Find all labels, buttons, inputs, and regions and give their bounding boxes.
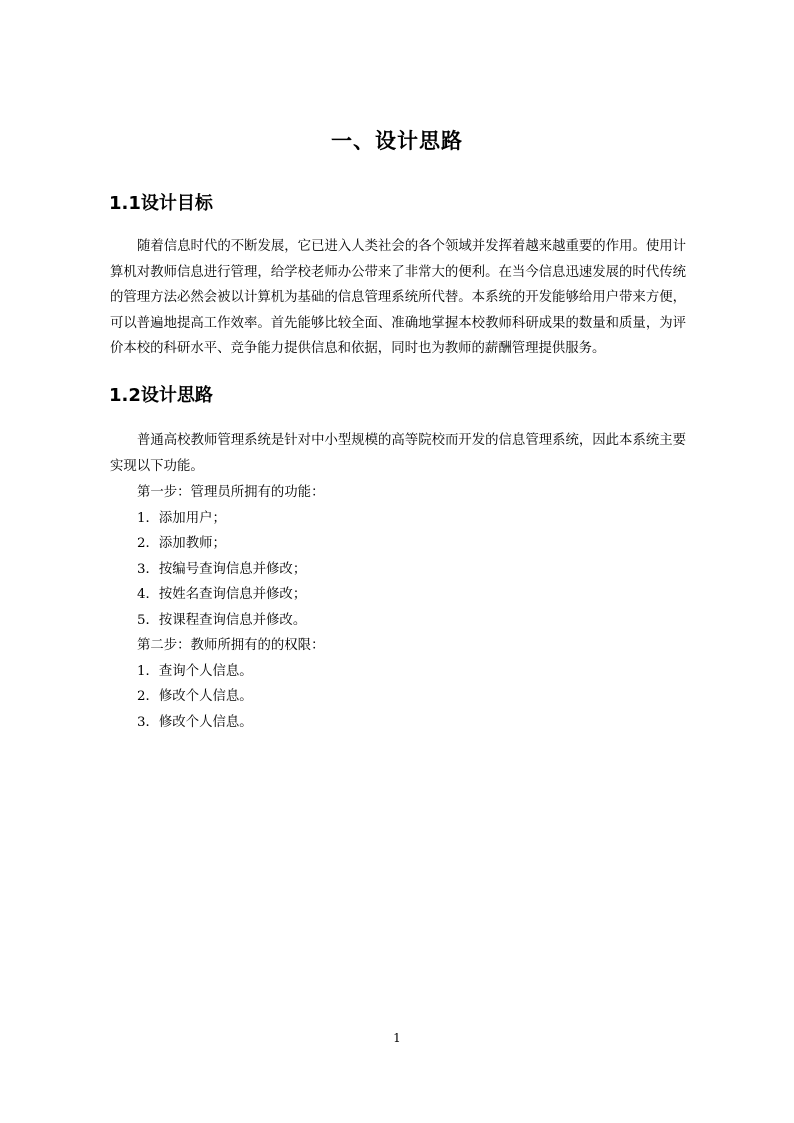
admin-function-item: 5．按课程查询信息并修改。 xyxy=(137,613,307,628)
chapter-title: 一、设计思路 xyxy=(331,129,463,153)
teacher-permission-item: 1．查询个人信息。 xyxy=(137,664,253,679)
admin-function-item: 3．按编号查询信息并修改； xyxy=(137,562,307,577)
step-one-label: 第一步：管理员所拥有的功能： xyxy=(137,485,325,500)
admin-function-item: 1．添加用户； xyxy=(137,511,226,526)
admin-function-item: 2．添加教师； xyxy=(137,536,226,551)
teacher-permission-item: 2．修改个人信息。 xyxy=(137,689,253,704)
design-goal-paragraph: 随着信息时代的不断发展，它已进入人类社会的各个领域并发挥着越来越重要的作用。使用计算机对教师信息进行管理，给学校老师办公带来了非常大的便利。在当今信息迅速发展的时代传统的管理方法必然会被以计算机为基础的信息管理系统所代替。本系统的开发能够给用户带来方便，可以普遍地提高工作效率。首先能够比较全面、准确地掌握本校教师科研成果的数量和质量，为评价本校的科研水平、竞争能力提供信息和依据，同时也为教师的薪酬管理提供服务。 xyxy=(110,239,687,356)
page-number: 1 xyxy=(393,1031,401,1045)
design-approach-paragraph: 普通高校教师管理系统是针对中小型规模的高等院校而开发的信息管理系统，因此本系统主要实现以下功能。 xyxy=(110,433,687,474)
section-heading-design-goal: 1.1设计目标 xyxy=(109,193,213,214)
step-two-label: 第二步：教师所拥有的的权限： xyxy=(137,638,325,653)
teacher-permission-item: 3．修改个人信息。 xyxy=(137,715,253,730)
section-heading-design-approach: 1.2设计思路 xyxy=(109,385,213,406)
admin-function-item: 4．按姓名查询信息并修改； xyxy=(137,587,307,602)
